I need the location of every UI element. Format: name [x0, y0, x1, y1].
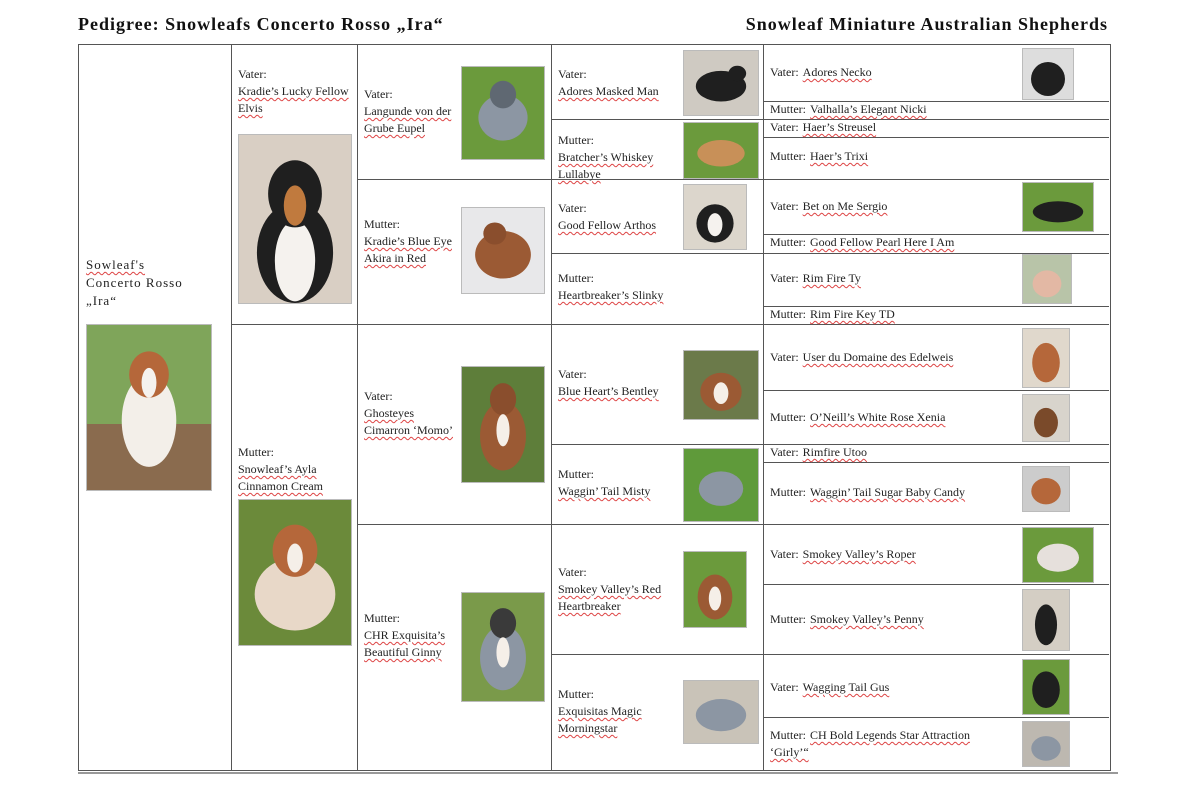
gen4-role: Vater: — [770, 547, 799, 561]
gen3-role: Vater: — [558, 367, 587, 381]
gen3-role: Mutter: — [558, 133, 594, 147]
gen3-name: Adores Masked Man — [558, 84, 659, 98]
gen3-cell — [558, 366, 676, 400]
kennel-name: Snowleaf Miniature Australian Shepherds — [745, 14, 1108, 34]
sire-name: Kradie’s Lucky Fellow Elvis — [238, 84, 349, 115]
gen4-name: Smokey Valley’s Penny — [810, 612, 924, 626]
row-divider — [551, 654, 1109, 655]
gen3-role: Vater: — [558, 201, 587, 215]
gen4-cell — [770, 727, 1010, 761]
gen4-cell — [770, 444, 1090, 461]
subject-photo — [86, 324, 212, 491]
gen4-cell — [770, 611, 1010, 628]
gen4-cell — [770, 306, 1090, 323]
gen4-name: Waggin’ Tail Sugar Baby Candy — [810, 485, 966, 499]
gen3-name: Smokey Valley’s Red Heartbreaker — [558, 582, 662, 613]
gen4-cell — [770, 64, 1010, 81]
gen3-name: Blue Heart’s Bentley — [558, 384, 659, 398]
gen4-cell — [770, 484, 1010, 501]
gen4-cell — [770, 409, 1010, 426]
gen2-photo — [461, 366, 545, 483]
gen4-role: Vater: — [770, 680, 799, 694]
gen3-role: Vater: — [558, 565, 587, 579]
gen3-cell — [558, 200, 676, 234]
row-divider — [763, 717, 1109, 718]
gen3-name: Heartbreaker’s Slinky — [558, 288, 664, 302]
gen3-cell — [558, 466, 676, 500]
row-divider — [357, 179, 1109, 180]
gen4-photo — [1022, 721, 1070, 767]
gen3-name: Exquisitas Magic Morningstar — [558, 704, 642, 735]
gen4-cell — [770, 270, 1010, 287]
sire-photo — [238, 134, 352, 304]
gen4-role: Vater: — [770, 445, 799, 459]
gen2-name: CHR Exquisita’s Beautiful Ginny — [364, 628, 446, 659]
gen4-role: Mutter: — [770, 728, 806, 742]
subject-line-3: „Ira“ — [86, 293, 117, 308]
gen3-photo — [683, 184, 747, 250]
subject-line-2: Concerto Rosso — [86, 275, 183, 290]
gen2-photo — [461, 66, 545, 160]
column-divider — [357, 44, 358, 771]
column-divider — [763, 44, 764, 771]
gen4-cell — [770, 349, 1010, 366]
row-divider — [763, 390, 1109, 391]
gen3-photo — [683, 448, 759, 522]
gen2-name: Ghosteyes Cimarron ‘Momo’ — [364, 406, 453, 437]
subject-line-1: Sowleaf's — [86, 257, 146, 272]
gen4-cell — [770, 148, 1090, 165]
gen4-photo — [1022, 254, 1072, 304]
gen4-role: Mutter: — [770, 410, 806, 424]
gen4-photo — [1022, 48, 1074, 100]
sire-cell — [238, 66, 356, 117]
gen4-role: Vater: — [770, 120, 799, 134]
gen3-cell — [558, 564, 676, 615]
gen4-role: Mutter: — [770, 102, 806, 116]
sire-role: Vater: — [238, 67, 267, 81]
row-divider — [763, 584, 1109, 585]
gen4-role: Vater: — [770, 350, 799, 364]
gen2-name: Kradie’s Blue Eye Akira in Red — [364, 234, 452, 265]
gen2-photo — [461, 207, 545, 294]
gen3-photo — [683, 551, 747, 628]
gen3-name: Good Fellow Arthos — [558, 218, 657, 232]
gen3-role: Mutter: — [558, 687, 594, 701]
dam-name: Snowleaf’s Ayla Cinnamon Cream — [238, 462, 323, 493]
gen4-photo — [1022, 328, 1070, 388]
gen4-name: Haer’s Trixi — [810, 149, 869, 163]
row-divider — [357, 524, 1109, 525]
gen2-cell — [364, 388, 460, 439]
gen4-photo — [1022, 466, 1070, 512]
gen4-name: Adores Necko — [802, 65, 872, 79]
gen4-cell — [770, 679, 1010, 696]
gen4-role: Vater: — [770, 65, 799, 79]
gen3-cell — [558, 686, 676, 737]
gen3-cell — [558, 132, 676, 183]
gen4-photo — [1022, 589, 1070, 651]
gen4-name: O’Neill’s White Rose Xenia — [810, 410, 946, 424]
gen4-role: Vater: — [770, 271, 799, 285]
gen2-role: Mutter: — [364, 217, 400, 231]
gen4-photo — [1022, 182, 1094, 232]
dam-cell — [238, 444, 354, 495]
gen3-name: Waggin’ Tail Misty — [558, 484, 651, 498]
gen2-cell — [364, 610, 460, 661]
gen2-name: Langunde von der Grube Eupel — [364, 104, 452, 135]
gen4-name: Haer’s Streusel — [802, 120, 877, 134]
table-bottom-rule — [78, 772, 1118, 774]
gen4-name: Rim Fire Key TD — [810, 307, 895, 321]
gen4-photo — [1022, 527, 1094, 583]
pedigree-table — [78, 44, 1112, 772]
row-divider — [763, 137, 1109, 138]
gen4-name: Good Fellow Pearl Here I Am — [810, 235, 955, 249]
gen3-role: Mutter: — [558, 271, 594, 285]
gen2-role: Vater: — [364, 389, 393, 403]
gen4-role: Mutter: — [770, 149, 806, 163]
gen3-cell — [558, 66, 676, 100]
gen4-photo — [1022, 659, 1070, 715]
gen4-role: Mutter: — [770, 612, 806, 626]
gen4-photo — [1022, 394, 1070, 442]
gen4-role: Mutter: — [770, 235, 806, 249]
gen4-role: Mutter: — [770, 485, 806, 499]
gen4-name: User du Domaine des Edelweis — [802, 350, 954, 364]
gen4-cell — [770, 119, 1090, 136]
gen3-photo — [683, 350, 759, 420]
gen2-role: Mutter: — [364, 611, 400, 625]
gen4-cell — [770, 101, 1090, 118]
gen3-name: Bratcher’s Whiskey Lullabye — [558, 150, 654, 181]
gen4-role: Vater: — [770, 199, 799, 213]
gen4-name: Bet on Me Sergio — [802, 199, 888, 213]
page-title: Pedigree: Snowleafs Concerto Rosso „Ira“ — [78, 14, 444, 34]
gen2-cell — [364, 216, 460, 267]
column-divider — [551, 44, 552, 771]
gen3-photo — [683, 50, 759, 116]
gen2-cell — [364, 86, 460, 137]
gen4-name: Rimfire Utoo — [802, 445, 867, 459]
gen2-photo — [461, 592, 545, 702]
subject-name — [86, 256, 226, 310]
row-divider — [763, 462, 1109, 463]
gen3-role: Mutter: — [558, 467, 594, 481]
gen4-cell — [770, 546, 1010, 563]
gen4-cell — [770, 234, 1090, 251]
dam-role: Mutter: — [238, 445, 274, 459]
gen4-role: Mutter: — [770, 307, 806, 321]
gen4-name: Smokey Valley’s Roper — [802, 547, 916, 561]
gen4-name: Wagging Tail Gus — [802, 680, 890, 694]
gen4-name: Valhalla’s Elegant Nicki — [810, 102, 927, 116]
gen2-role: Vater: — [364, 87, 393, 101]
row-divider — [231, 324, 1109, 325]
gen3-cell — [558, 270, 676, 304]
column-divider — [231, 44, 232, 771]
gen3-role: Vater: — [558, 67, 587, 81]
gen3-photo — [683, 122, 759, 179]
gen3-photo — [683, 680, 759, 744]
gen4-name: Rim Fire Ty — [802, 271, 861, 285]
dam-photo — [238, 499, 352, 646]
gen4-name: CH Bold Legends Star Attraction ‘Girly’“ — [770, 728, 970, 759]
gen4-cell — [770, 198, 1010, 215]
